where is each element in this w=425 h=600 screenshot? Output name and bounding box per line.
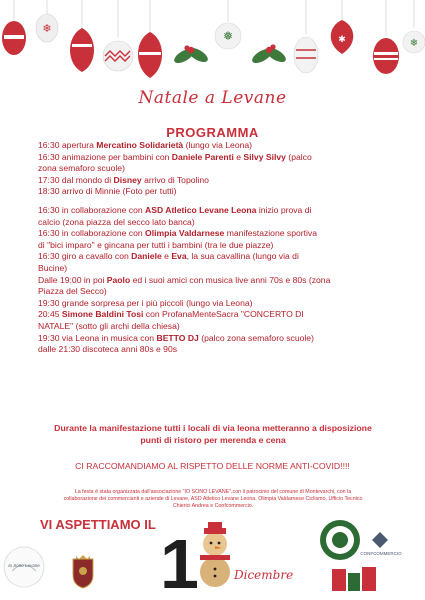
program-text: 19:30 via Leona in musica con <box>38 332 157 343</box>
program-text: 16:30 animazione per bambini con <box>38 151 172 162</box>
svg-text:❄: ❄ <box>42 23 52 35</box>
snowman-icon <box>200 522 230 587</box>
program-text: (palco <box>285 151 312 162</box>
program-text: 18:30 arrivo di Minnie (Foto per tutti) <box>38 186 177 197</box>
program-text: Bucine) <box>38 262 68 273</box>
program-highlight: Silvy Silvy <box>243 151 286 162</box>
program-text: inizio prova di <box>256 204 312 215</box>
program-highlight: Simone Baldini Tosi <box>61 309 144 320</box>
cycling-club-logo-icon <box>330 565 380 593</box>
program-highlight: Daniele <box>131 251 162 262</box>
program-highlight: BETTO DJ <box>156 332 199 343</box>
program-text: 17:30 dal mondo di <box>38 174 114 185</box>
program-text: 20:45 <box>38 309 62 320</box>
refreshment-notice: Durante la manifestazione tutti i locali di via leona metteranno a disposizione punti di ristoro per merenda e cena <box>54 423 372 445</box>
program-text: di "bici imparo" e gincana per tutti i bambini (tra le due piazze) <box>38 239 274 250</box>
closing-invite: VI ASPETTIAMO IL <box>40 517 156 532</box>
program-line <box>38 286 388 298</box>
program-line <box>38 240 388 252</box>
program-text: (palco zona semaforo scuole) <box>198 332 314 343</box>
io-sono-levane-label: Io Sono Levane <box>8 563 40 568</box>
covid-notice: CI RACCOMANDIAMO AL RISPETTO DELLE NORME ANTI-COVID!!!! <box>75 461 350 471</box>
day-digit-2: 8 <box>200 588 201 589</box>
christmas-ornament-icon <box>403 0 425 53</box>
program-text: manifestazione sportiva <box>224 228 317 239</box>
program-list <box>38 140 388 356</box>
program-line <box>38 251 388 263</box>
christmas-ornament-icon <box>294 0 318 73</box>
program-highlight: Daniele Parenti <box>171 151 234 162</box>
program-gap <box>38 198 388 205</box>
christmas-ornament-icon <box>70 0 94 72</box>
program-line <box>38 140 388 152</box>
program-highlight: Disney <box>113 174 142 185</box>
program-line <box>38 333 388 345</box>
christmas-ornament-icon <box>215 0 241 49</box>
christmas-ornament-icon <box>103 0 133 71</box>
christmas-ornaments-banner <box>0 0 425 90</box>
program-highlight: Olimpia Valdarnese <box>145 228 225 239</box>
program-line <box>38 298 388 310</box>
program-text: arrivo di Topolino <box>141 174 209 185</box>
program-heading: PROGRAMMA <box>166 125 259 140</box>
program-text: zona semaforo scuole) <box>38 163 125 174</box>
christmas-ornament-icon <box>331 0 354 54</box>
program-text: , la sua cavallina (lungo via di <box>186 251 299 262</box>
program-text: 19:30 grande sorpresa per i più piccoli (lungo via Leona) <box>38 297 253 308</box>
program-line <box>38 263 388 275</box>
confcommercio-logo-icon <box>368 530 392 550</box>
program-highlight: ASD Atletico Levane Leona <box>145 204 257 215</box>
municipal-crest-icon <box>70 553 96 589</box>
christmas-ornament-icon <box>36 0 58 42</box>
svg-text:✱: ✱ <box>338 34 346 44</box>
christmas-ornament-icon <box>2 0 26 55</box>
program-line <box>38 217 388 229</box>
program-line <box>38 205 388 217</box>
program-text: 16:30 apertura <box>38 140 97 150</box>
christmas-ornament-icon <box>138 0 162 78</box>
program-line <box>38 309 388 321</box>
program-text: e <box>233 151 244 162</box>
confcommercio-label: CONFCOMMERCIO <box>360 551 402 556</box>
program-line <box>38 186 388 198</box>
program-text: Dalle 19:00 in poi <box>38 274 107 285</box>
program-text: calcio (zona piazza del secco lato banca) <box>38 216 195 227</box>
month-label: Dicembre <box>234 568 294 582</box>
svg-text:❄: ❄ <box>409 38 419 49</box>
program-text: ed i suoi amici con musica live anni 70s e 80s (zona <box>130 274 331 285</box>
holly-icon <box>250 44 288 65</box>
program-text: NATALE" (sotto gli archi della chiesa) <box>38 320 180 331</box>
program-line <box>38 275 388 287</box>
program-line <box>38 321 388 333</box>
program-text: Piazza del Secco) <box>38 286 107 297</box>
program-text: 16:30 in collaborazione con <box>38 228 146 239</box>
program-text: 16:30 in collaborazione con <box>38 204 146 215</box>
program-text: dalle 21:30 discoteca anni 80s e 90s <box>38 344 178 355</box>
program-line <box>38 163 388 175</box>
program-highlight: Mercatino Solidarietà <box>96 140 184 150</box>
program-line <box>38 175 388 187</box>
program-text: e <box>161 251 172 262</box>
day-digit-1: 1 <box>160 525 199 594</box>
program-highlight: Eva <box>171 251 187 262</box>
program-text: 16:30 giro a cavallo con <box>38 251 132 262</box>
program-line <box>38 228 388 240</box>
christmas-ornament-icon <box>373 0 399 74</box>
program-text: (lungo via Leona) <box>183 140 253 150</box>
program-line <box>38 344 388 356</box>
organizer-credits: La festa è stata organizzata dall'associazione "IO SONO LEVANE",con il patrocinio del comune di Montevarchi, con la collaborazione dei commercianti e aziende di Levane, ASD Atletico Levane Leona, Olimpia Valdarnese Ciclismo, Ufficio Tecnico Chierici Andrea e Confcommercio. <box>63 489 363 509</box>
date-18-graphic <box>160 522 240 594</box>
page-title: Natale a Levane <box>138 88 287 108</box>
program-text: con ProfanaMenteSacra "CONCERTO DI <box>143 309 304 320</box>
holly-icon <box>172 45 210 66</box>
program-line <box>38 152 388 164</box>
svg-text:❅: ❅ <box>222 29 234 43</box>
program-highlight: Paolo <box>106 274 131 285</box>
